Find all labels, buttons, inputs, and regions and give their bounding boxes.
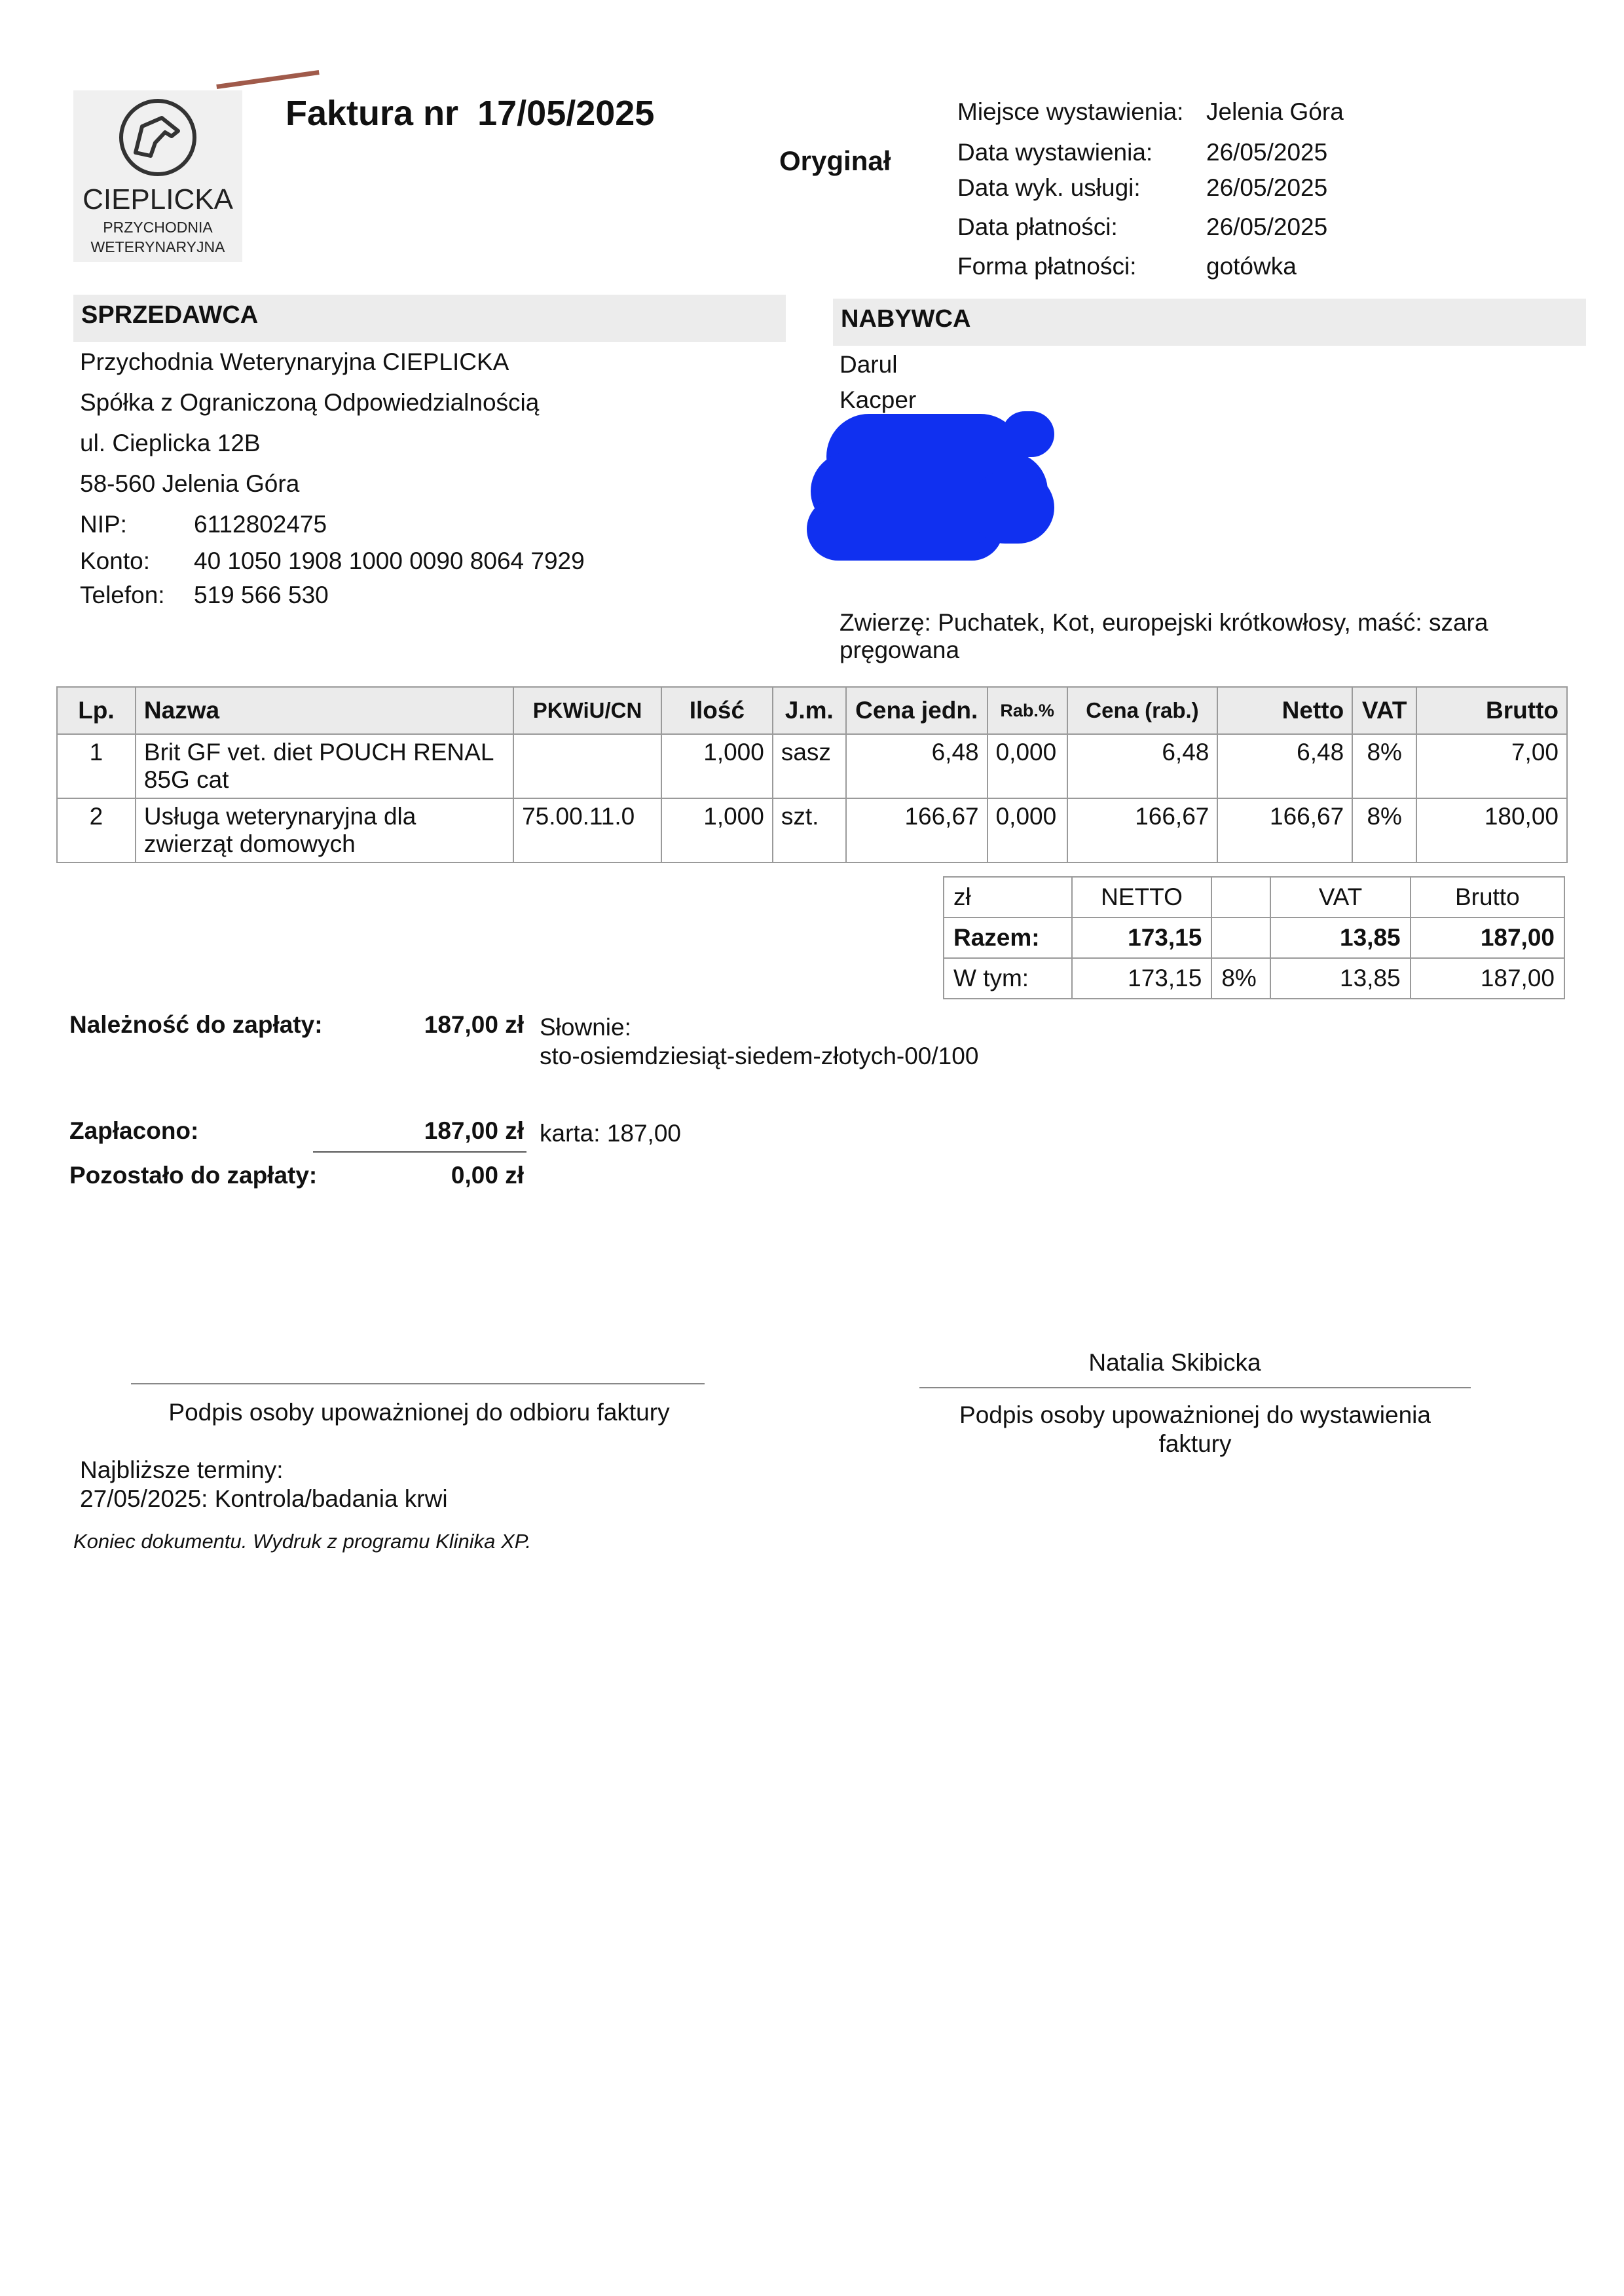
remaining-amount: 0,00 zł — [451, 1162, 524, 1189]
summary-rate-row — [944, 958, 1564, 999]
meta-value: 26/05/2025 — [1206, 174, 1328, 201]
summary-empty-cell — [1211, 877, 1270, 917]
meta-value: 26/05/2025 — [1206, 139, 1328, 166]
terms-item: 27/05/2025: Kontrola/badania krwi — [80, 1485, 448, 1512]
col-header: Cena (rab.) — [1067, 687, 1218, 734]
nip-value: 6112802475 — [194, 511, 327, 538]
animal-line: pręgowana — [840, 637, 960, 663]
table-row — [57, 798, 1567, 862]
due-amount: 187,00 zł — [424, 1011, 524, 1038]
table-row — [57, 734, 1567, 798]
meta-label: Data wyk. usługi: — [957, 174, 1141, 201]
konto-label: Konto: — [80, 547, 150, 574]
animal-line: Zwierzę: Puchatek, Kot, europejski krótkowłosy, maść: szara — [840, 609, 1488, 636]
telefon-value: 519 566 530 — [194, 582, 329, 608]
amount-in-words: sto-osiemdziesiąt-siedem-złotych-00/100 — [540, 1043, 979, 1069]
logo-sub1: PRZYCHODNIA — [103, 219, 213, 236]
col-header: J.m. — [773, 687, 846, 734]
remaining-label: Pozostało do zapłaty: — [69, 1162, 318, 1189]
issuer-signature-caption: Podpis osoby upoważnionej do wystawienia — [959, 1401, 1431, 1428]
copy-label: Oryginał — [779, 145, 891, 176]
cell-vat: 8% — [1352, 798, 1416, 862]
seller-line: ul. Cieplicka 12B — [80, 430, 261, 456]
cell-vat: 8% — [1352, 734, 1416, 798]
cell-rab: 0,000 — [987, 798, 1067, 862]
nip-label: NIP: — [80, 511, 127, 538]
cell-name — [136, 798, 513, 862]
cell-price: 166,67 — [846, 798, 987, 862]
issuer-signature-caption: faktury — [1158, 1430, 1232, 1457]
due-label: Należność do zapłaty: — [69, 1011, 323, 1038]
cell-netto: 166,67 — [1217, 798, 1352, 862]
meta-label: Data płatności: — [957, 213, 1118, 240]
col-header: Ilość — [661, 687, 773, 734]
cell-qty: 1,000 — [661, 798, 773, 862]
issuer-signature-line — [919, 1387, 1471, 1388]
cell-lp: 2 — [57, 798, 136, 862]
summary-brutto-header: Brutto — [1411, 877, 1564, 917]
wtym-rate: 8% — [1211, 958, 1270, 999]
wtym-vat: 13,85 — [1270, 958, 1410, 999]
cell-netto: 6,48 — [1217, 734, 1352, 798]
end-note: Koniec dokumentu. Wydruk z programu Klinika XP. — [73, 1530, 531, 1553]
cell-qty: 1,000 — [661, 734, 773, 798]
buyer-line: Darul — [840, 351, 898, 378]
cell-unit: sasz — [773, 734, 846, 798]
cell-price-rab: 6,48 — [1067, 734, 1218, 798]
cell-name — [136, 734, 513, 798]
cell-brutto: 7,00 — [1416, 734, 1567, 798]
invoice-title — [286, 93, 654, 134]
meta-value: 26/05/2025 — [1206, 213, 1328, 240]
buyer-heading: NABYWCA — [841, 305, 971, 333]
col-header: Brutto — [1416, 687, 1567, 734]
name-line: Usługa weterynaryjna dla — [143, 803, 416, 830]
issuer-name: Natalia Skibicka — [1088, 1349, 1261, 1376]
invoice-number: 17/05/2025 — [477, 94, 655, 133]
cell-price: 6,48 — [846, 734, 987, 798]
summary-total-row — [944, 917, 1564, 958]
col-header: Netto — [1217, 687, 1352, 734]
meta-label: Data wystawienia: — [957, 139, 1153, 166]
receiver-signature-caption: Podpis osoby upoważnionej do odbioru faktury — [168, 1399, 670, 1426]
meta-label: Miejsce wystawienia: — [957, 98, 1184, 125]
table-header-row — [57, 687, 1567, 734]
konto-value: 40 1050 1908 1000 0090 8064 7929 — [194, 547, 585, 574]
wtym-label: W tym: — [944, 958, 1072, 999]
clinic-logo — [73, 90, 242, 262]
dog-head-logo-icon — [73, 90, 242, 195]
summary-header-row — [944, 877, 1564, 917]
seller-heading: SPRZEDAWCA — [81, 301, 259, 329]
words-label: Słownie: — [540, 1014, 631, 1041]
col-header: Lp. — [57, 687, 136, 734]
buyer-line: Kacper — [840, 386, 917, 413]
summary-currency: zł — [944, 877, 1072, 917]
logo-sub2: WETERYNARYJNA — [90, 238, 225, 255]
col-header: Cena jedn. — [846, 687, 987, 734]
paid-label: Zapłacono: — [69, 1117, 199, 1144]
items-table — [56, 686, 1568, 863]
paid-detail: karta: 187,00 — [540, 1120, 681, 1147]
col-header: PKWiU/CN — [513, 687, 661, 734]
cell-brutto: 180,00 — [1416, 798, 1567, 862]
seller-line: 58-560 Jelenia Góra — [80, 470, 300, 497]
summary-vat-header: VAT — [1270, 877, 1410, 917]
telefon-label: Telefon: — [80, 582, 165, 608]
cell-rab: 0,000 — [987, 734, 1067, 798]
razem-label: Razem: — [944, 917, 1072, 958]
terms-label: Najbliższe terminy: — [80, 1456, 284, 1483]
col-header: Rab.% — [987, 687, 1067, 734]
name-line: 85G cat — [143, 766, 229, 793]
summary-table — [943, 876, 1565, 999]
cell-price-rab: 166,67 — [1067, 798, 1218, 862]
name-line: Brit GF vet. diet POUCH RENAL — [143, 739, 494, 766]
razem-brutto: 187,00 — [1411, 917, 1564, 958]
meta-value: gotówka — [1206, 253, 1297, 280]
cell-pkwiu — [513, 734, 661, 798]
summary-empty-cell — [1211, 917, 1270, 958]
wtym-netto: 173,15 — [1072, 958, 1212, 999]
seller-line: Przychodnia Weterynaryjna CIEPLICKA — [80, 348, 509, 375]
razem-netto: 173,15 — [1072, 917, 1212, 958]
receiver-signature-line — [131, 1383, 705, 1384]
col-header: VAT — [1352, 687, 1416, 734]
name-line: zwierząt domowych — [143, 830, 356, 857]
razem-vat: 13,85 — [1270, 917, 1410, 958]
cell-unit: szt. — [773, 798, 846, 862]
paid-amount: 187,00 zł — [424, 1117, 524, 1144]
pen-mark — [216, 70, 319, 89]
summary-netto-header: NETTO — [1072, 877, 1212, 917]
seller-line: Spółka z Ograniczoną Odpowiedzialnością — [80, 389, 540, 416]
cell-pkwiu: 75.00.11.0 — [513, 798, 661, 862]
paid-underline — [313, 1151, 526, 1153]
wtym-brutto: 187,00 — [1411, 958, 1564, 999]
title-prefix: Faktura nr — [286, 94, 459, 133]
meta-value: Jelenia Góra — [1206, 98, 1344, 125]
logo-brand: CIEPLICKA — [83, 183, 233, 215]
col-header: Nazwa — [136, 687, 513, 734]
meta-label: Forma płatności: — [957, 253, 1137, 280]
cell-lp: 1 — [57, 734, 136, 798]
